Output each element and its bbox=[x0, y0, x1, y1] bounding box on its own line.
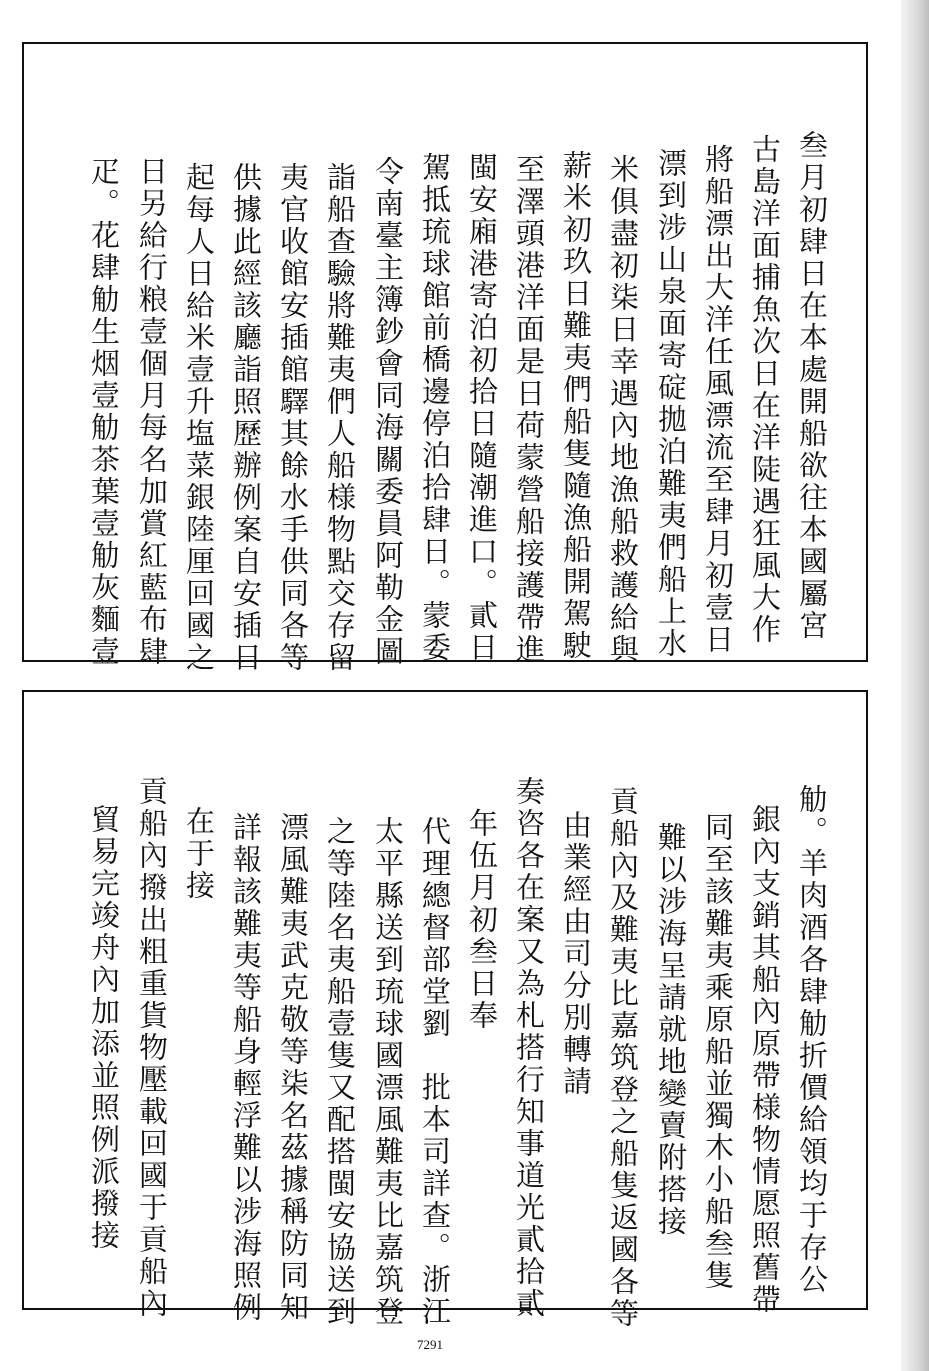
top-columns bbox=[24, 44, 866, 674]
text-column: 貢船內及難夷比嘉筑登之船隻返國各等 bbox=[606, 786, 640, 1330]
text-column: 夷官收館安插館驛其餘水手供同各等 bbox=[276, 162, 310, 674]
text-column: 詣船查驗將難夷們人船様物點交存留 bbox=[323, 162, 357, 674]
text-column: 年伍月初叁日奉 bbox=[465, 808, 499, 1032]
text-column: 起每人日給米壹升塩菜銀陸厘回國之 bbox=[182, 162, 216, 674]
text-column: 奏咨各在案又為札搭行知事道光貳拾貳 bbox=[512, 776, 546, 1320]
text-column: 古島洋面捕魚次日在洋陡遇狂風大作 bbox=[748, 134, 782, 646]
text-column: 難以涉海呈請就地變賣附搭接 bbox=[654, 822, 688, 1238]
text-column: 詳報該難夷等船身輕浮難以涉海照例 bbox=[229, 812, 263, 1324]
text-column: 駕抵琉球館前橋邊停泊拾肆日。蒙委 bbox=[418, 152, 452, 664]
bottom-text-panel bbox=[22, 690, 868, 1330]
page-number: 7291 bbox=[417, 1337, 443, 1352]
text-column: 太平縣送到琉球國漂風難夷比嘉筑登 bbox=[371, 816, 405, 1328]
text-column: 漂到涉山泉面寄碇拋泊難夷們船上水 bbox=[654, 148, 688, 660]
text-column: 日另給行粮壹個月每名加賞紅藍布肆 bbox=[135, 156, 169, 668]
text-column: 薪米初玖日難夷們船隻隨漁船開駕駛 bbox=[559, 150, 593, 662]
page-edge-shadow bbox=[901, 0, 929, 1371]
text-column: 觔。羊肉酒各肆觔折價給領均于存公 bbox=[795, 784, 829, 1296]
text-column: 同至該難夷乘原船並獨木小船叁隻 bbox=[701, 812, 735, 1292]
text-column: 銀內支銷其船內原帶様物情愿照舊帶 bbox=[748, 804, 782, 1316]
text-column: 貿易完竣舟內加添並照例派撥接 bbox=[87, 804, 121, 1252]
text-column: 叁月初肆日在本處開船欲往本國屬宮 bbox=[795, 130, 829, 642]
text-column: 米俱盡初柒日幸遇內地漁船救護給與 bbox=[606, 154, 640, 666]
text-column: 貢船內撥出粗重貨物壓載回國于貢船內 bbox=[135, 776, 169, 1320]
text-column: 閩安廂港寄泊初拾日隨潮進口。貳日 bbox=[465, 152, 499, 664]
bottom-columns bbox=[24, 692, 866, 1330]
top-text-panel bbox=[22, 42, 868, 674]
text-column: 疋。花肆觔生烟壹觔茶葉壹觔灰麵壹 bbox=[87, 156, 121, 668]
text-column: 由業經由司分別轉請 bbox=[559, 810, 593, 1098]
text-column: 將船漂出大洋任風漂流至肆月初壹日 bbox=[701, 144, 735, 656]
text-column: 至澤頭港洋面是日荷蒙營船接護帶進 bbox=[512, 154, 546, 666]
text-column: 漂風難夷武克敬等柒名茲據稱防同知 bbox=[276, 812, 310, 1324]
text-column: 之等陸名夷船壹隻又配搭閩安協送到 bbox=[323, 816, 357, 1328]
text-column: 供據此經該廳詣照歷辦例案自安插日 bbox=[229, 162, 263, 674]
text-column: 在于接 bbox=[182, 806, 216, 902]
text-column: 令南臺主簿鈔會同海關委員阿勒金圖 bbox=[371, 156, 405, 668]
text-column: 代理總督部堂劉 批本司詳查。浙江 bbox=[418, 816, 452, 1328]
